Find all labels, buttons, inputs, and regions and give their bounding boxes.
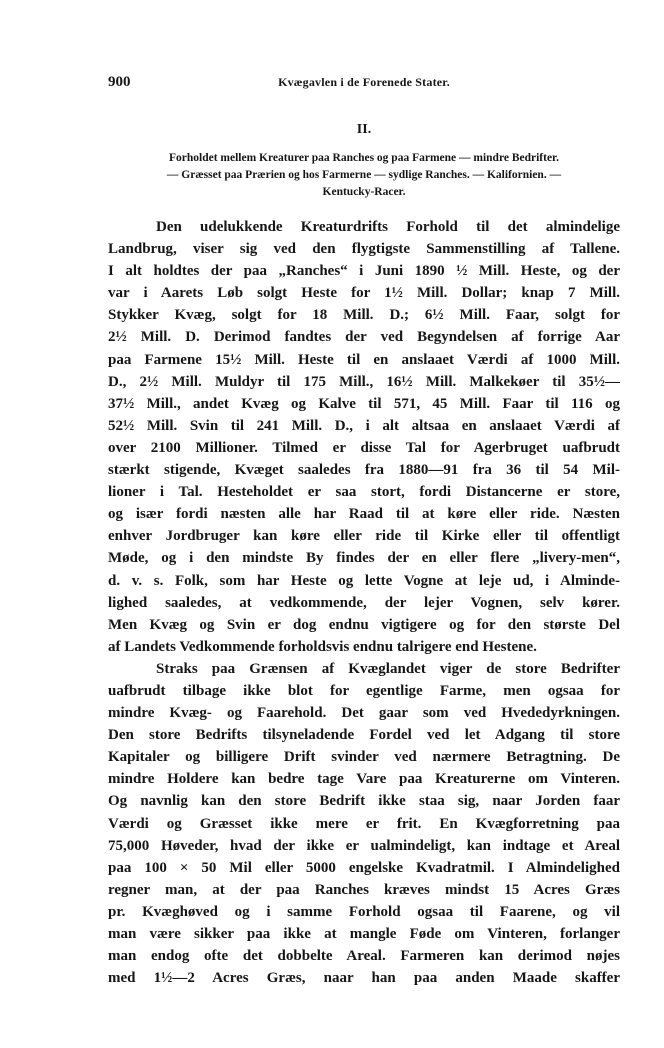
text-line: og især fordi næsten alle har Raad til at køre eller ride. Næsten — [108, 506, 620, 523]
body-text — [108, 216, 620, 989]
text-line: D., 2½ Mill. Muldyr til 175 Mill., 16½ Mill. Malkekøer til 35½— — [108, 373, 620, 390]
text-line: 75,000 Høveder, hvad der ikke er ualmindeligt, kan indtage et Areal — [108, 837, 620, 854]
text-line: enhver Jordbruger kan køre eller ride til Kirke eller til offentligt — [108, 528, 620, 545]
summary-line: — Græsset paa Prærien og hos Farmerne — sydlige Ranches. — Kalifornien. — — [166, 169, 562, 181]
text-line: d. v. s. Folk, som har Heste og lette Vogne at leje ud, i Alminde- — [108, 572, 620, 589]
text-line: mindre Holdere kan bedre tage Vare paa Kreaturerne om Vinteren. — [108, 771, 620, 788]
text-line: Den udelukkende Kreaturdrifts Forhold til det almindelige — [156, 219, 620, 235]
text-line: Og navnlig kan den store Bedrift ikke staa sig, naar Jorden faar — [108, 793, 620, 810]
text-line: man endog ofte det dobbelte Areal. Farmeren kan derimod nøjes — [108, 948, 620, 965]
text-line: Kapitaler og billigere Drift svinder ved nærmere Betragtning. De — [108, 749, 620, 766]
text-line: over 2100 Millioner. Tilmed er disse Tal for Agerbruget uafbrudt — [108, 439, 620, 456]
text-line: 37½ Mill., andet Kvæg og Kalve til 571, 45 Mill. Faar til 116 og — [108, 395, 620, 412]
text-line: Den store Bedrifts tilsyneladende Fordel ved let Adgang til store — [108, 727, 620, 744]
text-line: I alt holdtes der paa „Ranches“ i Juni 1890 ½ Mill. Heste, og der — [108, 263, 620, 280]
text-line: lioner i Tal. Hesteholdet er saa stort, fordi Distancerne er store, — [108, 484, 620, 501]
text-line: uafbrudt tilbage ikke blot for egentlige Farme, men ogsaa for — [108, 682, 620, 699]
text-line: Møde, og i den mindste By findes der en eller flere „livery-men“, — [108, 550, 620, 567]
page-number: 900 — [108, 74, 131, 90]
summary-line: Forholdet mellem Kreaturer paa Ranches og paa Farmene — mindre Bedrifter. — [169, 152, 559, 164]
text-line: med 1½—2 Acres Græs, naar han paa anden Maade skaffer — [108, 970, 620, 987]
text-line: Værdi og Græsset ikke mere er frit. En Kvægforretning paa — [108, 815, 620, 832]
running-title: Kvægavlen i de Forenede Stater. — [278, 75, 450, 89]
text-line: 2½ Mill. D. Derimod fandtes der ved Begyndelsen af forrige Aar — [108, 329, 620, 346]
summary-line: Kentucky-Racer. — [322, 186, 406, 198]
text-line: paa 100 × 50 Mil eller 5000 engelske Kvadratmil. I Almindelighed — [108, 859, 620, 876]
running-head — [108, 74, 620, 94]
text-line: pr. Kvæghøved og i samme Forhold ogsaa til Faarene, og vil — [108, 903, 620, 920]
section-summary — [108, 150, 620, 201]
text-line: stærkt stigende, Kvæget saaledes fra 1880—91 fra 36 til 54 Mil- — [108, 462, 620, 479]
text-line: regner man, at der paa Ranches kræves mindst 15 Acres Græs — [108, 881, 620, 898]
text-line: Stykker Kvæg, solgt for 18 Mill. D.; 6½ Mill. Faar, solgt for — [108, 307, 620, 324]
text-line: Landbrug, viser sig ved den flygtigste Sammenstilling af Tallene. — [108, 241, 620, 258]
text-line: paa Farmene 15½ Mill. Heste til en anslaaet Værdi af 1000 Mill. — [108, 351, 620, 368]
text-line: af Landets Vedkommende forholdsvis endnu talrigere end Hestene. — [108, 638, 537, 655]
text-line: man være sikker paa ikke at mangle Føde om Vinteren, forlanger — [108, 926, 620, 942]
text-line: Men Kvæg og Svin er dog endnu vigtigere og for den største Del — [108, 616, 620, 633]
text-line: mindre Kvæg- og Faarehold. Det gaar som ved Hvededyrkningen. — [108, 705, 620, 722]
section-number: II. — [356, 122, 372, 137]
text-line: lighed saaledes, at vedkommende, der lejer Vognen, selv kører. — [108, 594, 620, 611]
text-line: var i Aarets Løb solgt Heste for 1½ Mill. Dollar; knap 7 Mill. — [108, 285, 620, 302]
text-line: 52½ Mill. Svin til 241 Mill. D., i alt altsaa en anslaaet Værdi af — [108, 417, 620, 434]
text-line: Straks paa Grænsen af Kvæglandet viger de store Bedrifter — [156, 660, 620, 677]
